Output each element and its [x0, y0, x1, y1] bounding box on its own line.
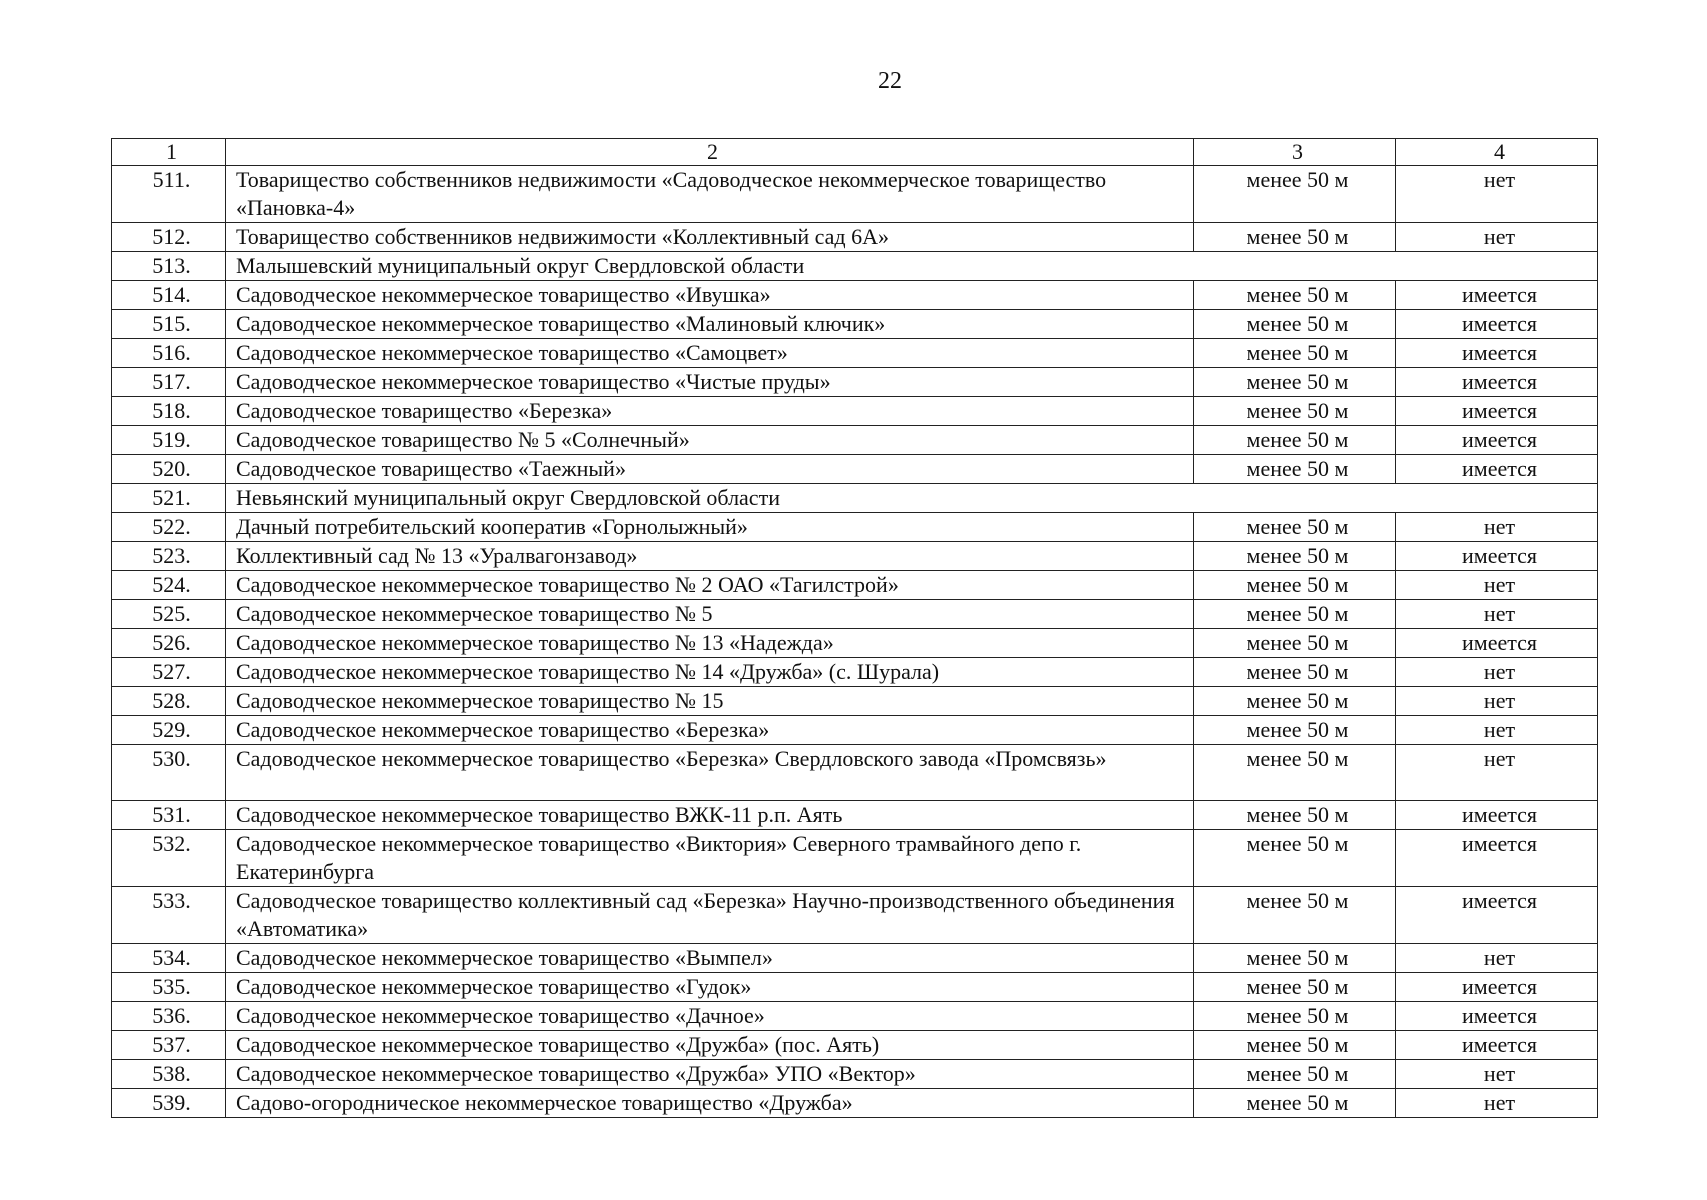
distance-cell: менее 50 м [1194, 973, 1396, 1002]
row-number-cell: 532. [112, 830, 226, 887]
table-row [112, 455, 1598, 484]
table-row [112, 339, 1598, 368]
availability-cell: имеется [1396, 310, 1598, 339]
row-number-cell: 538. [112, 1060, 226, 1089]
row-number-cell: 528. [112, 687, 226, 716]
table-row [112, 629, 1598, 658]
row-number-cell: 524. [112, 571, 226, 600]
table-row [112, 426, 1598, 455]
table-row [112, 513, 1598, 542]
distance-cell: менее 50 м [1194, 339, 1396, 368]
distance-cell: менее 50 м [1194, 368, 1396, 397]
table-row [112, 887, 1598, 944]
table-row [112, 281, 1598, 310]
availability-cell: нет [1396, 223, 1598, 252]
availability-cell: нет [1396, 745, 1598, 801]
distance-cell: менее 50 м [1194, 830, 1396, 887]
availability-cell: имеется [1396, 887, 1598, 944]
section-row [112, 252, 1598, 281]
availability-cell: имеется [1396, 397, 1598, 426]
row-number-cell: 530. [112, 745, 226, 801]
row-number-cell: 523. [112, 542, 226, 571]
table-body [112, 139, 1598, 1118]
availability-cell: имеется [1396, 339, 1598, 368]
organization-name-cell: Садоводческое товарищество № 5 «Солнечный» [226, 426, 1194, 455]
availability-cell: нет [1396, 513, 1598, 542]
table-row [112, 166, 1598, 223]
organization-name-cell: Садоводческое некоммерческое товарищество «Дружба» (пос. Аять) [226, 1031, 1194, 1060]
distance-cell: менее 50 м [1194, 455, 1396, 484]
table-row [112, 1002, 1598, 1031]
availability-cell: нет [1396, 600, 1598, 629]
table-row [112, 1089, 1598, 1118]
table-row [112, 1060, 1598, 1089]
row-number-cell: 539. [112, 1089, 226, 1118]
row-number-cell: 535. [112, 973, 226, 1002]
distance-cell: менее 50 м [1194, 801, 1396, 830]
table-row [112, 658, 1598, 687]
header-cell-2: 2 [226, 139, 1194, 166]
organization-name-cell: Садоводческое товарищество «Таежный» [226, 455, 1194, 484]
row-number-cell: 536. [112, 1002, 226, 1031]
availability-cell: нет [1396, 687, 1598, 716]
row-number-cell: 527. [112, 658, 226, 687]
availability-cell: имеется [1396, 368, 1598, 397]
distance-cell: менее 50 м [1194, 426, 1396, 455]
row-number-cell: 512. [112, 223, 226, 252]
organization-name-cell: Садоводческое некоммерческое товарищество № 2 ОАО «Тагилстрой» [226, 571, 1194, 600]
distance-cell: менее 50 м [1194, 716, 1396, 745]
distance-cell: менее 50 м [1194, 687, 1396, 716]
table-row [112, 310, 1598, 339]
organization-name-cell: Садоводческое некоммерческое товарищество «Вымпел» [226, 944, 1194, 973]
distance-cell: менее 50 м [1194, 1060, 1396, 1089]
header-cell-3: 3 [1194, 139, 1396, 166]
availability-cell: нет [1396, 1060, 1598, 1089]
table-row [112, 600, 1598, 629]
distance-cell: менее 50 м [1194, 1002, 1396, 1031]
row-number-cell: 520. [112, 455, 226, 484]
availability-cell: имеется [1396, 973, 1598, 1002]
availability-cell: нет [1396, 658, 1598, 687]
table-row [112, 397, 1598, 426]
row-number-cell: 514. [112, 281, 226, 310]
distance-cell: менее 50 м [1194, 658, 1396, 687]
availability-cell: имеется [1396, 830, 1598, 887]
row-number-cell: 515. [112, 310, 226, 339]
distance-cell: менее 50 м [1194, 513, 1396, 542]
availability-cell: нет [1396, 571, 1598, 600]
section-row [112, 484, 1598, 513]
organization-name-cell: Садоводческое некоммерческое товарищество «Малиновый ключик» [226, 310, 1194, 339]
row-number-cell: 525. [112, 600, 226, 629]
distance-cell: менее 50 м [1194, 310, 1396, 339]
table-row [112, 944, 1598, 973]
table-row [112, 223, 1598, 252]
organization-name-cell: Садоводческое некоммерческое товарищество «Березка» Свердловского завода «Промсвязь» [226, 745, 1194, 801]
header-cell-4: 4 [1396, 139, 1598, 166]
organization-name-cell: Садоводческое некоммерческое товарищество «Виктория» Северного трамвайного депо г. Екатеринбурга [226, 830, 1194, 887]
distance-cell: менее 50 м [1194, 571, 1396, 600]
organization-name-cell: Садоводческое некоммерческое товарищество «Березка» [226, 716, 1194, 745]
distance-cell: менее 50 м [1194, 281, 1396, 310]
row-number-cell: 516. [112, 339, 226, 368]
row-number-cell: 537. [112, 1031, 226, 1060]
distance-cell: менее 50 м [1194, 1031, 1396, 1060]
row-number-cell: 522. [112, 513, 226, 542]
row-number-cell: 521. [112, 484, 226, 513]
row-number-cell: 531. [112, 801, 226, 830]
availability-cell: нет [1396, 166, 1598, 223]
table-row [112, 542, 1598, 571]
distance-cell: менее 50 м [1194, 944, 1396, 973]
availability-cell: имеется [1396, 801, 1598, 830]
organization-name-cell: Садоводческое некоммерческое товарищество № 13 «Надежда» [226, 629, 1194, 658]
table-row [112, 801, 1598, 830]
header-cell-1: 1 [112, 139, 226, 166]
table-row [112, 830, 1598, 887]
organization-name-cell: Садоводческое товарищество «Березка» [226, 397, 1194, 426]
table-header-row [112, 139, 1598, 166]
organization-name-cell: Садоводческое некоммерческое товарищество № 14 «Дружба» (с. Шурала) [226, 658, 1194, 687]
table-row [112, 571, 1598, 600]
section-name-cell: Малышевский муниципальный округ Свердловской области [226, 252, 1598, 281]
distance-cell: менее 50 м [1194, 166, 1396, 223]
organization-name-cell: Садоводческое некоммерческое товарищество «Самоцвет» [226, 339, 1194, 368]
row-number-cell: 529. [112, 716, 226, 745]
organization-name-cell: Товарищество собственников недвижимости «Садоводческое некоммерческое товарищество «Пановка-4» [226, 166, 1194, 223]
distance-cell: менее 50 м [1194, 887, 1396, 944]
page-number: 22 [878, 68, 902, 94]
availability-cell: имеется [1396, 629, 1598, 658]
availability-cell: имеется [1396, 281, 1598, 310]
organization-name-cell: Товарищество собственников недвижимости «Коллективный сад 6А» [226, 223, 1194, 252]
distance-cell: менее 50 м [1194, 629, 1396, 658]
table-row [112, 716, 1598, 745]
availability-cell: нет [1396, 1089, 1598, 1118]
distance-cell: менее 50 м [1194, 223, 1396, 252]
distance-cell: менее 50 м [1194, 1089, 1396, 1118]
organization-name-cell: Садоводческое некоммерческое товарищество «Чистые пруды» [226, 368, 1194, 397]
row-number-cell: 533. [112, 887, 226, 944]
availability-cell: имеется [1396, 455, 1598, 484]
registry-table [111, 138, 1598, 1118]
row-number-cell: 518. [112, 397, 226, 426]
section-name-cell: Невьянский муниципальный округ Свердловской области [226, 484, 1598, 513]
row-number-cell: 513. [112, 252, 226, 281]
row-number-cell: 526. [112, 629, 226, 658]
table-row [112, 687, 1598, 716]
table-row [112, 745, 1598, 801]
table-row [112, 973, 1598, 1002]
organization-name-cell: Садоводческое товарищество коллективный сад «Березка» Научно-производственного объединения «Автоматика» [226, 887, 1194, 944]
availability-cell: нет [1396, 716, 1598, 745]
availability-cell: имеется [1396, 1002, 1598, 1031]
row-number-cell: 517. [112, 368, 226, 397]
distance-cell: менее 50 м [1194, 397, 1396, 426]
organization-name-cell: Коллективный сад № 13 «Уралвагонзавод» [226, 542, 1194, 571]
organization-name-cell: Садоводческое некоммерческое товарищество «Дружба» УПО «Вектор» [226, 1060, 1194, 1089]
distance-cell: менее 50 м [1194, 745, 1396, 801]
row-number-cell: 519. [112, 426, 226, 455]
distance-cell: менее 50 м [1194, 542, 1396, 571]
row-number-cell: 511. [112, 166, 226, 223]
availability-cell: имеется [1396, 1031, 1598, 1060]
availability-cell: имеется [1396, 426, 1598, 455]
organization-name-cell: Садоводческое некоммерческое товарищество «Дачное» [226, 1002, 1194, 1031]
availability-cell: имеется [1396, 542, 1598, 571]
distance-cell: менее 50 м [1194, 600, 1396, 629]
organization-name-cell: Дачный потребительский кооператив «Горнолыжный» [226, 513, 1194, 542]
table-row [112, 1031, 1598, 1060]
organization-name-cell: Садоводческое некоммерческое товарищество ВЖК-11 р.п. Аять [226, 801, 1194, 830]
row-number-cell: 534. [112, 944, 226, 973]
organization-name-cell: Садоводческое некоммерческое товарищество № 15 [226, 687, 1194, 716]
organization-name-cell: Садоводческое некоммерческое товарищество «Гудок» [226, 973, 1194, 1002]
organization-name-cell: Садово-огородническое некоммерческое товарищество «Дружба» [226, 1089, 1194, 1118]
availability-cell: нет [1396, 944, 1598, 973]
organization-name-cell: Садоводческое некоммерческое товарищество № 5 [226, 600, 1194, 629]
organization-name-cell: Садоводческое некоммерческое товарищество «Ивушка» [226, 281, 1194, 310]
table-row [112, 368, 1598, 397]
